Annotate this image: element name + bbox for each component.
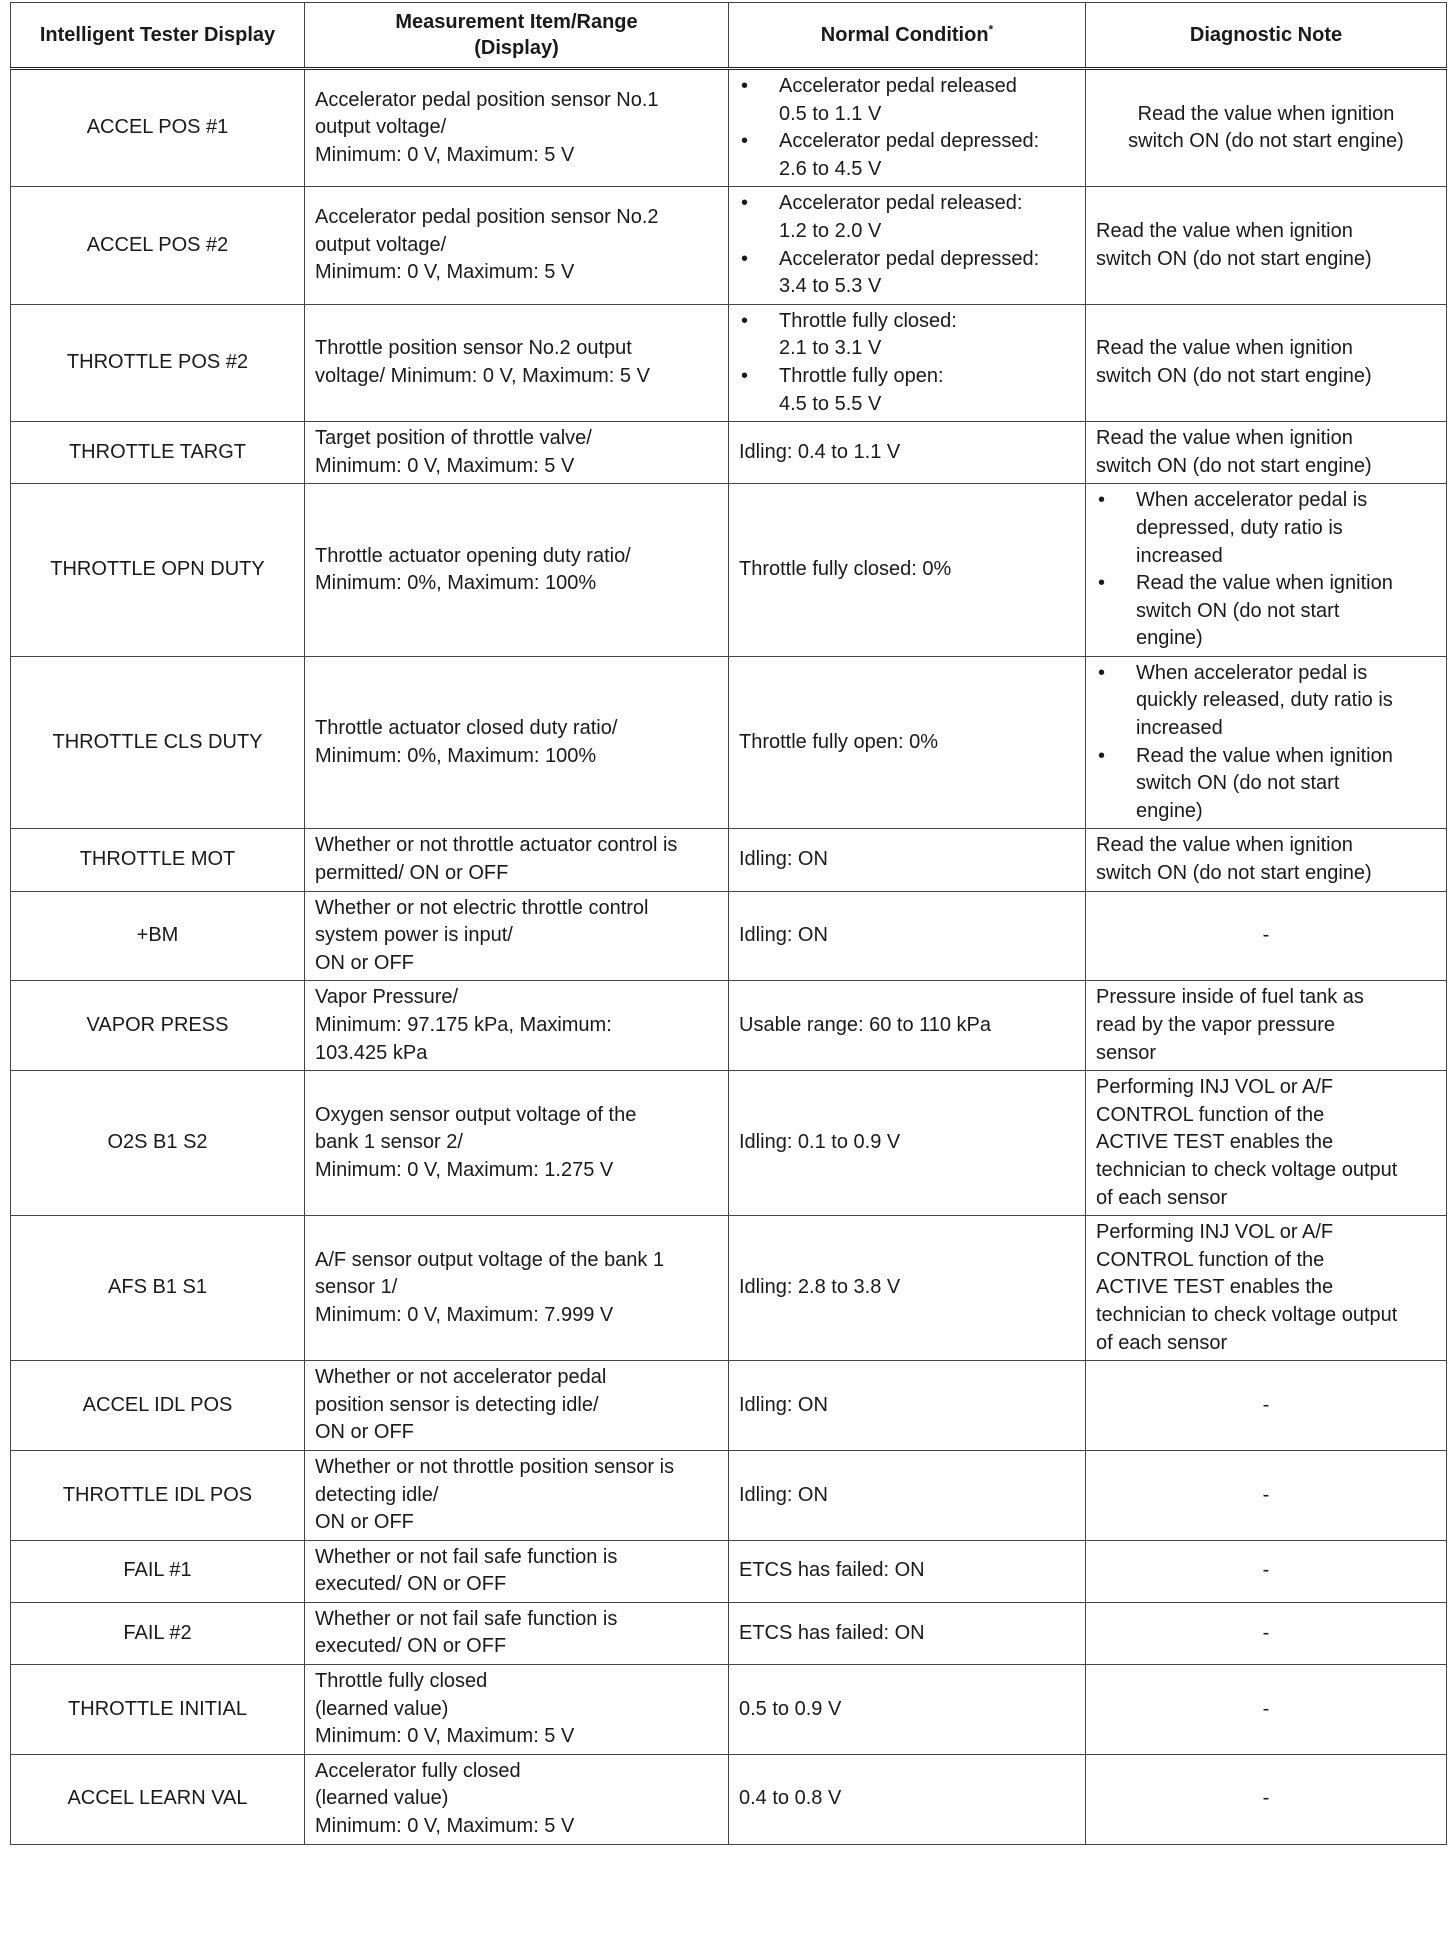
diagnostic-note-cell [1086,484,1447,657]
measurement-line: ON or OFF [315,1421,414,1444]
note-line: - [1262,1559,1270,1582]
tester-display-cell: THROTTLE MOT [11,829,305,891]
note-line: ACTIVE TEST enables the [1096,1276,1334,1299]
condition-label: Accelerator pedal depressed: [779,130,1040,153]
measurement-line: sensor 1/ [315,1276,398,1299]
measurement-line: Minimum: 0 V, Maximum: 5 V [315,143,575,166]
note-line: switch ON (do not start engine) [1096,454,1372,477]
note-line: sensor [1096,1041,1157,1064]
diagnostic-note-list [1096,660,1436,826]
condition-label: Accelerator pedal depressed: [779,247,1040,270]
measurement-line: system power is input/ [315,924,513,947]
measurement-line: Accelerator fully closed [315,1759,521,1782]
measurement-line: Throttle actuator closed duty ratio/ [315,717,618,740]
measurement-line: Throttle actuator opening duty ratio/ [315,544,631,567]
measurement-line: Accelerator pedal position sensor No.1 [315,88,659,111]
tester-display-cell: THROTTLE TARGT [11,422,305,484]
measurement-cell [305,304,729,421]
measurement-line: Whether or not fail safe function is [315,1607,618,1630]
table-row [11,1450,1447,1540]
note-line: - [1262,1787,1270,1810]
measurement-cell [305,1450,729,1540]
normal-condition-cell: ETCS has failed: ON [729,1540,1086,1602]
note-line: Performing INJ VOL or A/F [1096,1076,1334,1099]
table-row [11,981,1447,1071]
normal-condition-cell: Idling: ON [729,1361,1086,1451]
normal-condition-cell: Idling: ON [729,891,1086,981]
measurement-line: executed/ ON or OFF [315,1573,507,1596]
normal-condition-cell [729,187,1086,304]
measurement-line: Minimum: 0 V, Maximum: 1.275 V [315,1158,614,1181]
measurement-line: Minimum: 0 V, Maximum: 5 V [315,1815,575,1838]
note-line: - [1262,1483,1270,1506]
measurement-cell [305,1361,729,1451]
normal-condition-item [739,363,1075,418]
header-row [11,3,1447,69]
normal-condition-cell [729,304,1086,421]
measurement-cell [305,981,729,1071]
note-line: Read the value when ignition [1136,744,1393,767]
diagnostic-note-list [1096,487,1436,653]
table-row [11,1540,1447,1602]
header-measurement-line2: (Display) [474,37,559,59]
note-line: increased [1136,544,1223,567]
note-line: - [1262,1697,1270,1720]
tester-display-cell: THROTTLE CLS DUTY [11,656,305,829]
normal-condition-cell: Throttle fully closed: 0% [729,484,1086,657]
data-list-table [10,2,1447,1845]
header-normal-label: Normal Condition [820,24,989,46]
condition-value: 2.6 to 4.5 V [779,157,882,180]
normal-condition-item [739,246,1075,301]
table-row [11,1071,1447,1216]
measurement-cell [305,484,729,657]
note-line: switch ON (do not start engine) [1128,130,1404,153]
diagnostic-note-item [1096,570,1436,653]
note-line: - [1262,1393,1270,1416]
note-line: Read the value when ignition [1096,219,1353,242]
measurement-line: (learned value) [315,1697,449,1720]
measurement-cell [305,1216,729,1361]
normal-condition-cell: Idling: 0.1 to 0.9 V [729,1071,1086,1216]
measurement-line: Minimum: 0%, Maximum: 100% [315,744,597,767]
note-line: depressed, duty ratio is [1136,516,1343,539]
measurement-line: Throttle fully closed [315,1670,488,1693]
diagnostic-note-item [1096,487,1436,570]
note-line: switch ON (do not start engine) [1096,364,1372,387]
note-line: technician to check voltage output [1096,1158,1398,1181]
measurement-line: executed/ ON or OFF [315,1635,507,1658]
measurement-line: Minimum: 0 V, Maximum: 5 V [315,1725,575,1748]
note-line: Performing INJ VOL or A/F [1096,1221,1334,1244]
diagnostic-note-cell [1086,1450,1447,1540]
table-row [11,422,1447,484]
table-row [11,829,1447,891]
diagnostic-note-cell [1086,1216,1447,1361]
header-measurement-item [305,3,729,69]
measurement-line: Whether or not fail safe function is [315,1545,618,1568]
measurement-cell [305,829,729,891]
tester-display-cell: FAIL #2 [11,1602,305,1664]
note-line: of each sensor [1096,1186,1228,1209]
table-row [11,656,1447,829]
normal-condition-item [739,73,1075,128]
note-line: engine) [1136,799,1203,822]
tester-display-cell: THROTTLE POS #2 [11,304,305,421]
condition-label: Accelerator pedal released: [779,192,1023,215]
note-line: switch ON (do not start [1136,772,1340,795]
normal-condition-cell: Idling: 0.4 to 1.1 V [729,422,1086,484]
diagnostic-note-cell [1086,981,1447,1071]
diagnostic-note-cell [1086,656,1447,829]
measurement-cell [305,1071,729,1216]
measurement-line: bank 1 sensor 2/ [315,1131,463,1154]
note-line: Read the value when ignition [1096,427,1353,450]
normal-condition-item [739,308,1075,363]
condition-value: 0.5 to 1.1 V [779,102,882,125]
note-line: Read the value when ignition [1096,834,1353,857]
table-row [11,1754,1447,1844]
table-row [11,304,1447,421]
diagnostic-note-item [1096,743,1436,826]
diagnostic-note-cell [1086,1540,1447,1602]
note-line: of each sensor [1096,1331,1228,1354]
table-row [11,1602,1447,1664]
diagnostic-note-cell [1086,1602,1447,1664]
diagnostic-note-cell [1086,1071,1447,1216]
note-line: quickly released, duty ratio is [1136,689,1393,712]
note-line: When accelerator pedal is [1136,489,1368,512]
normal-condition-item [739,128,1075,183]
header-measurement-line1: Measurement Item/Range [395,11,638,33]
diagnostic-note-cell [1086,304,1447,421]
note-line: - [1262,924,1270,947]
condition-value: 2.1 to 3.1 V [779,337,882,360]
diagnostic-note-cell [1086,69,1447,187]
tester-display-cell: AFS B1 S1 [11,1216,305,1361]
normal-condition-cell: 0.4 to 0.8 V [729,1754,1086,1844]
tester-display-cell: THROTTLE OPN DUTY [11,484,305,657]
tester-display-cell: ACCEL POS #1 [11,69,305,187]
tester-display-cell: ACCEL IDL POS [11,1361,305,1451]
condition-label: Accelerator pedal released [779,75,1017,97]
measurement-line: Whether or not electric throttle control [315,896,649,919]
measurement-line: A/F sensor output voltage of the bank 1 [315,1248,665,1271]
normal-condition-list [739,190,1075,300]
header-diagnostic-note: Diagnostic Note [1086,3,1447,69]
note-line: Pressure inside of fuel tank as [1096,986,1364,1009]
tester-display-cell: FAIL #1 [11,1540,305,1602]
measurement-line: Minimum: 97.175 kPa, Maximum: [315,1014,612,1036]
measurement-line: Whether or not throttle position sensor is [315,1455,675,1478]
measurement-line: Minimum: 0 V, Maximum: 7.999 V [315,1303,614,1326]
measurement-cell [305,1540,729,1602]
measurement-line: voltage/ Minimum: 0 V, Maximum: 5 V [315,364,650,387]
condition-label: Throttle fully open: [779,364,944,387]
measurement-cell [305,1602,729,1664]
tester-display-cell: O2S B1 S2 [11,1071,305,1216]
measurement-cell [305,422,729,484]
measurement-line: Minimum: 0 V, Maximum: 5 V [315,261,575,284]
tester-display-cell: +BM [11,891,305,981]
normal-condition-cell: Idling: ON [729,829,1086,891]
measurement-line: Accelerator pedal position sensor No.2 [315,206,659,229]
measurement-line: permitted/ ON or OFF [315,862,509,885]
table-row [11,1665,1447,1755]
measurement-cell [305,656,729,829]
measurement-line: Target position of throttle valve/ [315,427,592,450]
diagnostic-note-cell [1086,1361,1447,1451]
header-normal-condition [729,3,1086,69]
note-line: When accelerator pedal is [1136,661,1368,684]
diagnostic-note-cell [1086,1665,1447,1755]
tester-display-cell: THROTTLE INITIAL [11,1665,305,1755]
note-line: Read the value when ignition [1136,572,1393,595]
measurement-cell [305,187,729,304]
measurement-line: Whether or not accelerator pedal [315,1366,607,1389]
normal-condition-cell: Idling: 2.8 to 3.8 V [729,1216,1086,1361]
measurement-line: Vapor Pressure/ [315,986,459,1009]
condition-label: Throttle fully closed: [779,309,957,332]
normal-condition-cell: Idling: ON [729,1450,1086,1540]
measurement-line: 103.425 kPa [315,1041,428,1064]
tester-display-cell: ACCEL LEARN VAL [11,1754,305,1844]
normal-condition-cell: ETCS has failed: ON [729,1602,1086,1664]
note-line: increased [1136,717,1223,740]
table-row [11,484,1447,657]
diagnostic-note-cell [1086,187,1447,304]
normal-condition-list [739,73,1075,183]
measurement-cell [305,1754,729,1844]
note-line: switch ON (do not start engine) [1096,247,1372,270]
normal-condition-cell: Throttle fully open: 0% [729,656,1086,829]
measurement-line: Minimum: 0%, Maximum: 100% [315,572,597,595]
condition-value: 1.2 to 2.0 V [779,219,882,242]
table-row [11,187,1447,304]
diagnostic-note-cell [1086,891,1447,981]
measurement-line: ON or OFF [315,1511,414,1534]
measurement-line: ON or OFF [315,951,414,974]
measurement-line: Oxygen sensor output voltage of the [315,1103,637,1126]
table-row [11,69,1447,187]
diagnostic-note-cell [1086,422,1447,484]
table-row [11,891,1447,981]
note-line: switch ON (do not start engine) [1096,862,1372,885]
diagnostic-note-cell [1086,1754,1447,1844]
measurement-cell [305,891,729,981]
tester-display-cell: THROTTLE IDL POS [11,1450,305,1540]
note-line: CONTROL function of the [1096,1248,1325,1271]
note-line: Read the value when ignition [1137,102,1395,125]
measurement-cell [305,1665,729,1755]
note-line: engine) [1136,627,1203,650]
tester-display-cell: VAPOR PRESS [11,981,305,1071]
table-body [11,69,1447,1845]
header-tester-display: Intelligent Tester Display [11,3,305,69]
normal-condition-cell [729,69,1086,187]
measurement-cell [305,69,729,187]
measurement-line: (learned value) [315,1787,449,1810]
note-line: CONTROL function of the [1096,1103,1325,1126]
normal-condition-cell: Usable range: 60 to 110 kPa [729,981,1086,1071]
measurement-line: position sensor is detecting idle/ [315,1393,599,1416]
table-row [11,1216,1447,1361]
table-header [11,3,1447,69]
note-line: ACTIVE TEST enables the [1096,1131,1334,1154]
tester-display-cell: ACCEL POS #2 [11,187,305,304]
condition-value: 3.4 to 5.3 V [779,275,882,298]
note-line: technician to check voltage output [1096,1303,1398,1326]
measurement-line: Minimum: 0 V, Maximum: 5 V [315,454,575,477]
note-line: Read the value when ignition [1096,337,1353,360]
condition-value: 4.5 to 5.5 V [779,392,882,415]
diagnostic-note-item [1096,660,1436,743]
note-line: switch ON (do not start [1136,599,1340,622]
diagnostic-note-cell [1086,829,1447,891]
measurement-line: Whether or not throttle actuator control is [315,834,678,857]
normal-condition-item [739,190,1075,245]
footnote-mark: * [988,22,994,37]
measurement-line: Throttle position sensor No.2 output [315,337,632,360]
normal-condition-list [739,308,1075,418]
measurement-line: output voltage/ [315,116,447,139]
note-line: read by the vapor pressure [1096,1014,1336,1036]
normal-condition-cell: 0.5 to 0.9 V [729,1665,1086,1755]
measurement-line: output voltage/ [315,233,447,256]
note-line: - [1262,1621,1270,1644]
measurement-line: detecting idle/ [315,1483,439,1506]
table-row [11,1361,1447,1451]
